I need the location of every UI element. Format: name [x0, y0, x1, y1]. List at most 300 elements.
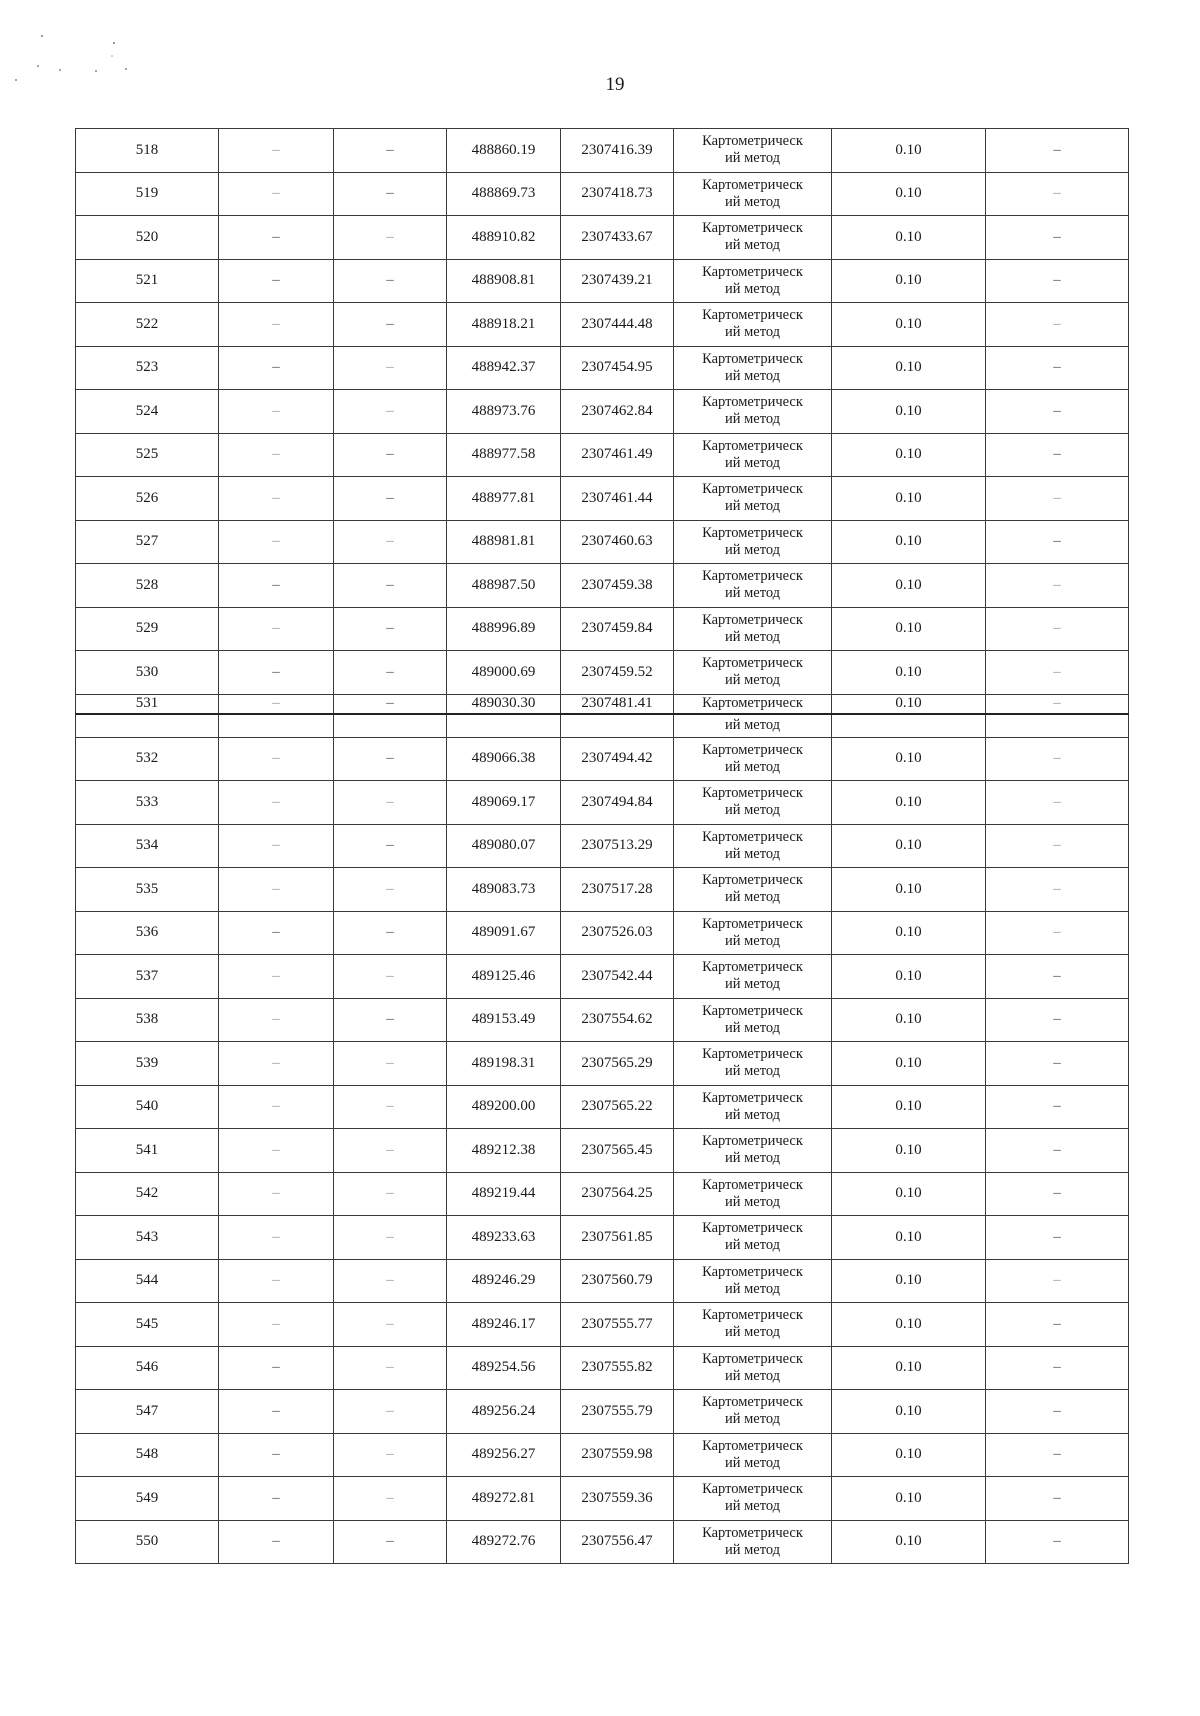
cell-blank	[561, 714, 674, 737]
cell-empty-dash: –	[334, 520, 447, 564]
cell-point-number: 524	[76, 390, 219, 434]
cell-empty-dash: –	[986, 1477, 1129, 1521]
cell-empty-dash: –	[334, 607, 447, 651]
cell-y: 2307454.95	[561, 346, 674, 390]
cell-x: 489233.63	[447, 1216, 561, 1260]
cell-y: 2307565.45	[561, 1129, 674, 1173]
cell-point-number: 539	[76, 1042, 219, 1086]
table-row	[76, 955, 1129, 999]
cell-point-number: 529	[76, 607, 219, 651]
cell-empty-dash: –	[219, 1042, 334, 1086]
method-text-line: Картометрическ	[702, 350, 803, 367]
cell-precision: 0.10	[832, 259, 986, 303]
cell-method	[674, 955, 832, 999]
cell-empty-dash: –	[334, 259, 447, 303]
table-row	[76, 520, 1129, 564]
method-text-line: Картометрическ	[702, 220, 803, 237]
cell-empty-dash: –	[219, 390, 334, 434]
cell-empty-dash: –	[334, 1520, 447, 1564]
table-row	[76, 1346, 1129, 1390]
cell-precision: 0.10	[832, 1390, 986, 1434]
cell-y: 2307556.47	[561, 1520, 674, 1564]
cell-empty-dash: –	[986, 390, 1129, 434]
method-text-line: ий метод	[724, 1541, 781, 1558]
table-row	[76, 824, 1129, 868]
cell-empty-dash: –	[986, 694, 1129, 714]
method-text-line: ий метод	[724, 367, 781, 384]
cell-x: 489256.24	[447, 1390, 561, 1434]
cell-precision: 0.10	[832, 1259, 986, 1303]
cell-y: 2307559.98	[561, 1433, 674, 1477]
method-text-line: ий метод	[724, 324, 781, 341]
method-text-line: Картометрическ	[702, 437, 803, 454]
cell-precision: 0.10	[832, 1477, 986, 1521]
method-text-line: Картометрическ	[702, 655, 803, 672]
cell-precision: 0.10	[832, 998, 986, 1042]
cell-method	[674, 1129, 832, 1173]
cell-precision: 0.10	[832, 737, 986, 781]
method-text-line: ий метод	[724, 1280, 781, 1297]
cell-x: 488981.81	[447, 520, 561, 564]
cell-empty-dash: –	[986, 259, 1129, 303]
cell-empty-dash: –	[334, 955, 447, 999]
cell-empty-dash: –	[986, 651, 1129, 695]
cell-empty-dash: –	[219, 824, 334, 868]
cell-empty-dash: –	[219, 1303, 334, 1347]
table-row	[76, 1172, 1129, 1216]
cell-y: 2307462.84	[561, 390, 674, 434]
method-text-line: ий метод	[724, 150, 781, 167]
cell-empty-dash: –	[219, 955, 334, 999]
cell-precision: 0.10	[832, 346, 986, 390]
table-row	[76, 564, 1129, 608]
cell-method: ий метод	[674, 714, 832, 737]
cell-empty-dash: –	[219, 607, 334, 651]
cell-point-number: 545	[76, 1303, 219, 1347]
cell-empty-dash: –	[986, 868, 1129, 912]
cell-precision: 0.10	[832, 390, 986, 434]
cell-y: 2307461.44	[561, 477, 674, 521]
cell-point-number: 534	[76, 824, 219, 868]
cell-y: 2307513.29	[561, 824, 674, 868]
cell-method	[674, 651, 832, 695]
cell-point-number: 533	[76, 781, 219, 825]
cell-empty-dash: –	[334, 998, 447, 1042]
table-row	[76, 172, 1129, 216]
cell-y: 2307444.48	[561, 303, 674, 347]
cell-precision: 0.10	[832, 172, 986, 216]
method-text-line: Картометрическ	[702, 481, 803, 498]
cell-x: 489198.31	[447, 1042, 561, 1086]
cell-method	[674, 172, 832, 216]
cell-empty-dash: –	[986, 998, 1129, 1042]
method-text-line: ий метод	[724, 237, 781, 254]
cell-empty-dash: –	[986, 1085, 1129, 1129]
method-text-line: ий метод	[724, 411, 781, 428]
method-text-line: Картометрическ	[702, 1046, 803, 1063]
cell-x: 488977.58	[447, 433, 561, 477]
cell-empty-dash: –	[334, 651, 447, 695]
cell-method: Картометрическ	[674, 694, 832, 714]
cell-empty-dash: –	[986, 303, 1129, 347]
cell-x: 489272.76	[447, 1520, 561, 1564]
cell-empty-dash: –	[334, 1085, 447, 1129]
table-row	[76, 998, 1129, 1042]
cell-point-number: 531	[76, 694, 219, 714]
cell-point-number: 532	[76, 737, 219, 781]
table-row	[76, 694, 1129, 714]
cell-precision: 0.10	[832, 564, 986, 608]
cell-empty-dash: –	[334, 868, 447, 912]
method-text-line: ий метод	[724, 1367, 781, 1384]
cell-y: 2307459.52	[561, 651, 674, 695]
cell-empty-dash: –	[219, 1520, 334, 1564]
cell-empty-dash: –	[334, 1172, 447, 1216]
cell-empty-dash: –	[986, 1216, 1129, 1260]
cell-method	[674, 216, 832, 260]
method-text-line: Картометрическ	[702, 307, 803, 324]
cell-empty-dash: –	[986, 564, 1129, 608]
cell-empty-dash: –	[986, 520, 1129, 564]
cell-point-number: 525	[76, 433, 219, 477]
method-text-line: Картометрическ	[702, 1263, 803, 1280]
cell-empty-dash: –	[334, 216, 447, 260]
method-text-line: ий метод	[724, 1454, 781, 1471]
cell-empty-dash: –	[334, 737, 447, 781]
method-text-line: ий метод	[724, 193, 781, 210]
cell-x: 489030.30	[447, 694, 561, 714]
table-row	[76, 1129, 1129, 1173]
cell-precision: 0.10	[832, 1433, 986, 1477]
cell-empty-dash: –	[219, 651, 334, 695]
cell-empty-dash: –	[986, 433, 1129, 477]
method-text-line: ий метод	[724, 1237, 781, 1254]
cell-x: 488910.82	[447, 216, 561, 260]
cell-x: 489246.29	[447, 1259, 561, 1303]
cell-empty-dash: –	[219, 694, 334, 714]
cell-empty-dash: –	[986, 1303, 1129, 1347]
cell-method	[674, 868, 832, 912]
cell-precision: 0.10	[832, 216, 986, 260]
method-text-line: Картометрическ	[702, 1089, 803, 1106]
cell-empty-dash: –	[334, 1303, 447, 1347]
method-text-line: Картометрическ	[702, 785, 803, 802]
cell-empty-dash: –	[334, 1259, 447, 1303]
cell-x: 489066.38	[447, 737, 561, 781]
cell-empty-dash: –	[219, 477, 334, 521]
method-text-line: Картометрическ	[702, 1481, 803, 1498]
cell-x: 489069.17	[447, 781, 561, 825]
table-row	[76, 259, 1129, 303]
cell-precision: 0.10	[832, 607, 986, 651]
cell-method	[674, 1172, 832, 1216]
cell-point-number: 523	[76, 346, 219, 390]
cell-point-number: 547	[76, 1390, 219, 1434]
cell-precision: 0.10	[832, 1216, 986, 1260]
method-text-line: Картометрическ	[702, 133, 803, 150]
table-row	[76, 1520, 1129, 1564]
method-text-line: Картометрическ	[702, 1350, 803, 1367]
cell-empty-dash: –	[219, 781, 334, 825]
table-row	[76, 1259, 1129, 1303]
method-text-line: ий метод	[724, 889, 781, 906]
cell-empty-dash: –	[334, 1390, 447, 1434]
cell-y: 2307559.36	[561, 1477, 674, 1521]
cell-y: 2307461.49	[561, 433, 674, 477]
method-text-line: Картометрическ	[702, 872, 803, 889]
cell-precision: 0.10	[832, 433, 986, 477]
cell-method	[674, 1303, 832, 1347]
cell-y: 2307433.67	[561, 216, 674, 260]
cell-empty-dash: –	[219, 1477, 334, 1521]
cell-point-number: 549	[76, 1477, 219, 1521]
cell-precision: 0.10	[832, 1172, 986, 1216]
cell-x: 488942.37	[447, 346, 561, 390]
cell-blank	[219, 714, 334, 737]
cell-empty-dash: –	[219, 346, 334, 390]
cell-point-number: 538	[76, 998, 219, 1042]
table-row	[76, 781, 1129, 825]
cell-x: 489083.73	[447, 868, 561, 912]
cell-y: 2307565.29	[561, 1042, 674, 1086]
method-text-line: ий метод	[724, 1019, 781, 1036]
cell-method	[674, 520, 832, 564]
cell-point-number: 520	[76, 216, 219, 260]
table-row	[76, 1216, 1129, 1260]
cell-x: 489080.07	[447, 824, 561, 868]
table-row	[76, 477, 1129, 521]
cell-y: 2307564.25	[561, 1172, 674, 1216]
cell-empty-dash: –	[986, 607, 1129, 651]
cell-empty-dash: –	[986, 477, 1129, 521]
table-row-continuation	[76, 714, 1129, 737]
cell-empty-dash: –	[219, 1129, 334, 1173]
cell-precision: 0.10	[832, 651, 986, 695]
method-text-line: ий метод	[724, 541, 781, 558]
table-row	[76, 1085, 1129, 1129]
method-text-line: ий метод	[724, 585, 781, 602]
cell-precision: 0.10	[832, 520, 986, 564]
method-text-line: Картометрическ	[702, 1133, 803, 1150]
cell-precision: 0.10	[832, 477, 986, 521]
cell-empty-dash: –	[986, 824, 1129, 868]
cell-empty-dash: –	[334, 346, 447, 390]
cell-method	[674, 824, 832, 868]
cell-method	[674, 737, 832, 781]
cell-empty-dash: –	[219, 1172, 334, 1216]
cell-point-number: 537	[76, 955, 219, 999]
table-row	[76, 346, 1129, 390]
method-text-line: Картометрическ	[702, 1394, 803, 1411]
cell-x: 489153.49	[447, 998, 561, 1042]
cell-empty-dash: –	[986, 346, 1129, 390]
cell-method	[674, 1433, 832, 1477]
cell-method	[674, 781, 832, 825]
method-text-line: ий метод	[724, 280, 781, 297]
cell-empty-dash: –	[334, 477, 447, 521]
cell-empty-dash: –	[986, 1259, 1129, 1303]
cell-empty-dash: –	[986, 911, 1129, 955]
cell-point-number: 542	[76, 1172, 219, 1216]
cell-method	[674, 998, 832, 1042]
table-row	[76, 607, 1129, 651]
cell-method	[674, 1520, 832, 1564]
cell-empty-dash: –	[219, 259, 334, 303]
cell-empty-dash: –	[219, 911, 334, 955]
method-text-line: Картометрическ	[702, 741, 803, 758]
cell-empty-dash: –	[986, 1520, 1129, 1564]
cell-method	[674, 1085, 832, 1129]
table-row	[76, 1433, 1129, 1477]
cell-empty-dash: –	[219, 998, 334, 1042]
cell-empty-dash: –	[219, 433, 334, 477]
cell-point-number: 536	[76, 911, 219, 955]
cell-empty-dash: –	[334, 564, 447, 608]
cell-empty-dash: –	[986, 1346, 1129, 1390]
cell-point-number: 550	[76, 1520, 219, 1564]
cell-empty-dash: –	[986, 1390, 1129, 1434]
cell-point-number: 528	[76, 564, 219, 608]
coordinates-table	[75, 128, 1129, 1564]
cell-empty-dash: –	[334, 1477, 447, 1521]
page-number: 19	[605, 74, 625, 95]
cell-x: 488908.81	[447, 259, 561, 303]
table-row	[76, 651, 1129, 695]
cell-x: 488918.21	[447, 303, 561, 347]
cell-empty-dash: –	[219, 216, 334, 260]
cell-method	[674, 911, 832, 955]
cell-method	[674, 1259, 832, 1303]
cell-y: 2307542.44	[561, 955, 674, 999]
cell-x: 489000.69	[447, 651, 561, 695]
method-text-line: ий метод	[724, 1150, 781, 1167]
method-text-line: Картометрическ	[702, 1220, 803, 1237]
table-row	[76, 737, 1129, 781]
cell-precision: 0.10	[832, 824, 986, 868]
cell-empty-dash: –	[334, 1129, 447, 1173]
cell-y: 2307555.77	[561, 1303, 674, 1347]
cell-empty-dash: –	[219, 564, 334, 608]
method-text-line: Картометрическ	[702, 1437, 803, 1454]
cell-empty-dash: –	[219, 1259, 334, 1303]
cell-method	[674, 1477, 832, 1521]
cell-empty-dash: –	[219, 1346, 334, 1390]
cell-y: 2307459.84	[561, 607, 674, 651]
method-text-line: ий метод	[724, 1411, 781, 1428]
cell-method	[674, 390, 832, 434]
table-body	[76, 129, 1129, 1564]
cell-empty-dash: –	[334, 390, 447, 434]
table-row	[76, 868, 1129, 912]
cell-y: 2307494.84	[561, 781, 674, 825]
cell-point-number: 526	[76, 477, 219, 521]
cell-y: 2307565.22	[561, 1085, 674, 1129]
cell-y: 2307494.42	[561, 737, 674, 781]
cell-point-number: 540	[76, 1085, 219, 1129]
cell-empty-dash: –	[334, 1433, 447, 1477]
method-text-line: Картометрическ	[702, 915, 803, 932]
cell-empty-dash: –	[986, 216, 1129, 260]
table-row	[76, 433, 1129, 477]
method-text-line: Картометрическ	[702, 1002, 803, 1019]
method-text-line: ий метод	[724, 628, 781, 645]
cell-x: 489256.27	[447, 1433, 561, 1477]
cell-y: 2307459.38	[561, 564, 674, 608]
method-text-line: Картометрическ	[702, 1176, 803, 1193]
method-text-line: Картометрическ	[702, 176, 803, 193]
method-text-line: Картометрическ	[702, 959, 803, 976]
cell-empty-dash: –	[334, 1216, 447, 1260]
cell-empty-dash: –	[986, 1433, 1129, 1477]
cell-empty-dash: –	[334, 129, 447, 173]
cell-empty-dash: –	[334, 781, 447, 825]
cell-precision: 0.10	[832, 1520, 986, 1564]
cell-x: 489272.81	[447, 1477, 561, 1521]
cell-empty-dash: –	[986, 1042, 1129, 1086]
cell-precision: 0.10	[832, 955, 986, 999]
method-text-line: ий метод	[724, 1498, 781, 1515]
cell-empty-dash: –	[219, 520, 334, 564]
method-text-line: ий метод	[724, 1324, 781, 1341]
cell-empty-dash: –	[219, 868, 334, 912]
cell-point-number: 519	[76, 172, 219, 216]
table-row	[76, 1042, 1129, 1086]
cell-blank	[76, 714, 219, 737]
method-text-line: Картометрическ	[702, 568, 803, 585]
cell-x: 489200.00	[447, 1085, 561, 1129]
method-text-line: Картометрическ	[702, 263, 803, 280]
cell-y: 2307560.79	[561, 1259, 674, 1303]
cell-empty-dash: –	[219, 172, 334, 216]
method-text-line: ий метод	[724, 845, 781, 862]
cell-point-number: 543	[76, 1216, 219, 1260]
cell-x: 489091.67	[447, 911, 561, 955]
cell-precision: 0.10	[832, 1129, 986, 1173]
cell-empty-dash: –	[219, 1085, 334, 1129]
cell-x: 489246.17	[447, 1303, 561, 1347]
cell-method	[674, 564, 832, 608]
method-text-line: ий метод	[724, 498, 781, 515]
method-text-line: Картометрическ	[702, 394, 803, 411]
cell-x: 489254.56	[447, 1346, 561, 1390]
method-text-line: ий метод	[724, 1106, 781, 1123]
cell-method	[674, 1042, 832, 1086]
cell-precision: 0.10	[832, 1303, 986, 1347]
cell-y: 2307418.73	[561, 172, 674, 216]
cell-empty-dash: –	[986, 1129, 1129, 1173]
cell-empty-dash: –	[986, 737, 1129, 781]
cell-empty-dash: –	[334, 694, 447, 714]
cell-precision: 0.10	[832, 129, 986, 173]
cell-method	[674, 1390, 832, 1434]
cell-y: 2307526.03	[561, 911, 674, 955]
table-row	[76, 303, 1129, 347]
cell-precision: 0.10	[832, 868, 986, 912]
cell-x: 489125.46	[447, 955, 561, 999]
method-text-line: ий метод	[724, 758, 781, 775]
cell-point-number: 544	[76, 1259, 219, 1303]
cell-empty-dash: –	[986, 1172, 1129, 1216]
method-text-line: ий метод	[724, 802, 781, 819]
cell-blank	[832, 714, 986, 737]
cell-method	[674, 433, 832, 477]
cell-x: 488869.73	[447, 172, 561, 216]
cell-x: 488977.81	[447, 477, 561, 521]
cell-method	[674, 346, 832, 390]
cell-precision: 0.10	[832, 1346, 986, 1390]
table-row	[76, 390, 1129, 434]
cell-empty-dash: –	[219, 303, 334, 347]
